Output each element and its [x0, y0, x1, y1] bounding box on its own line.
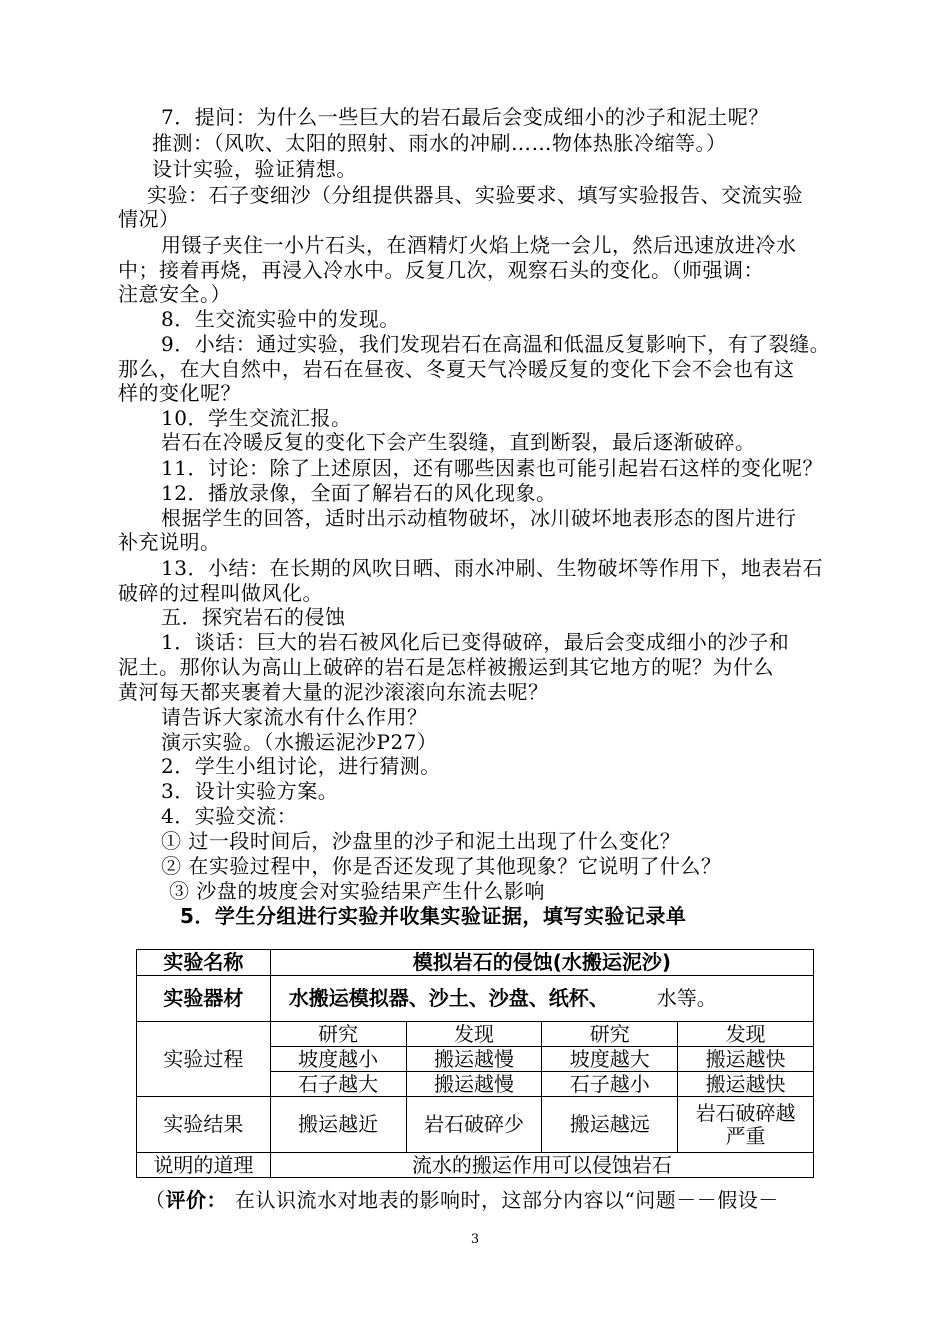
evaluation-text: 在认识流水对地表的影响时，这部分内容以“问题－－假设－ [235, 1188, 779, 1212]
process-header-cell: 发现 [406, 1022, 542, 1047]
paragraph: 实验：石子变细沙（分组提供器具、实验要求、填写实验报告、交流实验 [147, 183, 803, 207]
process-cell: 石子越大 [270, 1072, 406, 1097]
evaluation-label: 评价： [165, 1188, 227, 1212]
paragraph: 岩石在冷暖反复的变化下会产生裂缝，直到断裂，最后逐渐破碎。 [161, 430, 756, 454]
process-cell: 搬运越慢 [406, 1047, 542, 1072]
paragraph: 泥土。那你认为高山上破碎的岩石是怎样被搬运到其它地方的呢？为什么 [118, 655, 774, 679]
process-cell: 石子越小 [542, 1072, 678, 1097]
process-cell: 搬运越快 [678, 1047, 814, 1072]
paragraph: 推测：（风吹、太阳的照射、雨水的冲刷……物体热胀冷缩等。） [152, 131, 727, 155]
process-header-cell: 研究 [542, 1022, 678, 1047]
paragraph: 7．提问：为什么一些巨大的岩石最后会变成细小的沙子和泥土呢？ [161, 105, 769, 129]
process-header-cell: 发现 [678, 1022, 814, 1047]
paragraph: 用镊子夹住一小片石头，在酒精灯火焰上烧一会儿，然后迅速放进冷水 [161, 233, 797, 257]
materials-list: 水搬运模拟器、沙土、沙盘、纸杯、 [288, 986, 609, 1010]
process-cell: 坡度越小 [270, 1047, 406, 1072]
paragraph: ① 过一段时间后，沙盘里的沙子和泥土出现了什么变化？ [161, 829, 681, 853]
result-cell: 搬运越近 [270, 1097, 406, 1153]
result-cell: 岩石破碎越严重 [678, 1097, 814, 1153]
paragraph: 8．生交流实验中的发现。 [161, 307, 400, 331]
paragraph: 演示实验。（水搬运泥沙P27） [161, 730, 438, 754]
paragraph: 根据学生的回答，适时出示动植物破坏，冰川破坏地表形态的图片进行 [161, 506, 797, 530]
paragraph: 样的变化呢？ [118, 381, 241, 405]
evaluation [145, 1187, 779, 1213]
paragraph: 2．学生小组讨论，进行猜测。 [161, 754, 441, 778]
page-number: 3 [470, 1232, 480, 1247]
evaluation-open: （ [145, 1188, 166, 1212]
paragraph: 补充说明。 [118, 530, 221, 554]
reason-value: 流水的搬运作用可以侵蚀岩石 [270, 1153, 813, 1178]
paragraph: 11．讨论：除了上述原因，还有哪些因素也可能引起岩石这样的变化呢？ [161, 456, 823, 480]
paragraph: ② 在实验过程中，你是否还发现了其他现象？它说明了什么？ [161, 854, 722, 878]
paragraph: 请告诉大家流水有什么作用？ [161, 705, 428, 729]
paragraph: 3．设计实验方案。 [161, 779, 339, 803]
result-cell: 搬运越远 [542, 1097, 678, 1153]
result-label: 实验结果 [137, 1097, 271, 1153]
paragraph: 黄河每天都夹裹着大量的泥沙滚滚向东流去呢？ [118, 680, 549, 704]
paragraph: 中；接着再烧，再浸入冷水中。反复几次，观察石头的变化。（师强调： [118, 258, 764, 282]
process-header-cell: 研究 [270, 1022, 406, 1047]
paragraph: 注意安全。） [118, 282, 231, 306]
materials-value [270, 976, 813, 1022]
paragraph: ③ 沙盘的坡度会对实验结果产生什么影响 [169, 879, 545, 903]
materials-label: 实验器材 [137, 976, 271, 1022]
paragraph: 那么，在大自然中，岩石在昼夜、冬夏天气冷暖反复的变化下会不会也有这 [118, 357, 795, 381]
paragraph: 1．谈话：巨大的岩石被风化后已变得破碎，最后会变成细小的沙子和 [161, 630, 790, 654]
paragraph: 9．小结：通过实验，我们发现岩石在高温和低温反复影响下，有了裂缝。 [161, 332, 831, 356]
process-cell: 坡度越大 [542, 1047, 678, 1072]
section-heading: 五．探究岩石的侵蚀 [161, 605, 346, 629]
paragraph: 设计实验，验证猜想。 [152, 157, 357, 181]
paragraph: 12．播放录像，全面了解岩石的风化现象。 [161, 481, 557, 505]
materials-tail: 水等。 [656, 986, 717, 1010]
name-label: 实验名称 [137, 950, 271, 976]
process-cell: 搬运越慢 [406, 1072, 542, 1097]
paragraph: 13．小结：在长期的风吹日晒、雨水冲刷、生物破坏等作用下，地表岩石 [161, 556, 823, 580]
name-value: 模拟岩石的侵蚀(水搬运泥沙) [270, 950, 813, 976]
paragraph: 10．学生交流汇报。 [161, 406, 352, 430]
experiment-record-table [136, 949, 814, 1178]
process-cell: 搬运越快 [678, 1072, 814, 1097]
paragraph: 4．实验交流： [161, 804, 298, 828]
result-cell: 岩石破碎少 [406, 1097, 542, 1153]
paragraph: 破碎的过程叫做风化。 [118, 581, 323, 605]
process-label: 实验过程 [137, 1022, 271, 1097]
record-heading: 5．学生分组进行实验并收集实验证据，填写实验记录单 [180, 904, 687, 928]
paragraph: 情况） [118, 207, 180, 231]
reason-label: 说明的道理 [137, 1153, 271, 1178]
